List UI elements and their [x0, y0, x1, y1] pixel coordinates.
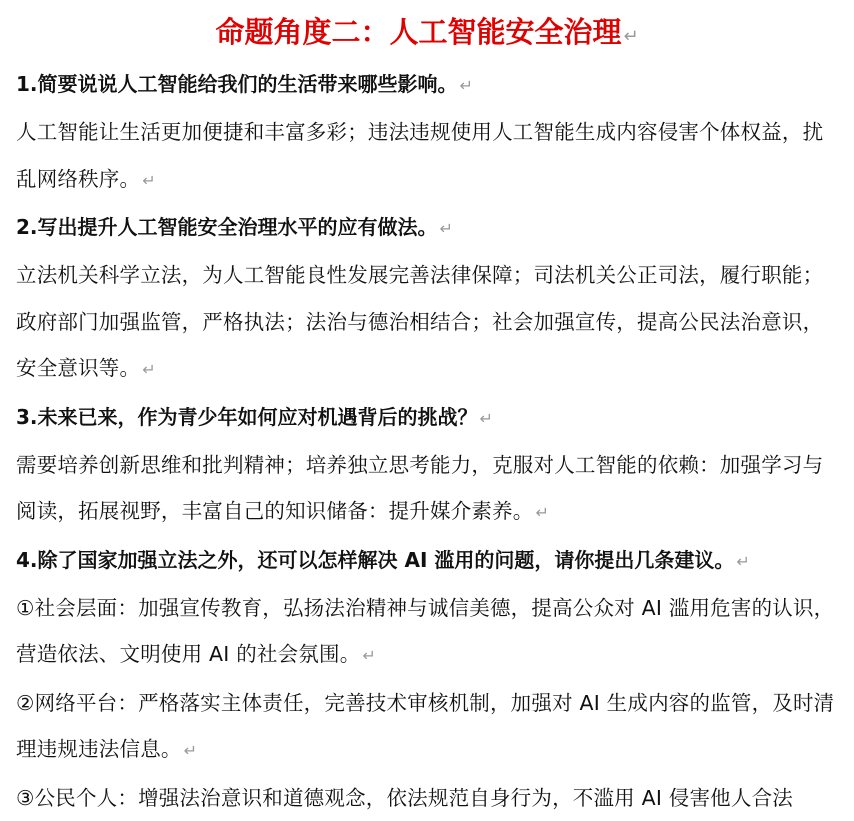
paragraph-mark-icon: ↵: [460, 76, 473, 95]
paragraph-mark-icon: ↵: [536, 503, 550, 522]
paragraph-mark-icon: ↵: [440, 219, 453, 238]
answer-4-item-2: ②网络平台：严格落实主体责任，完善技术审核机制，加强对 AI 生成内容的监管，及时清理违规违法信息。 ↵: [16, 680, 838, 775]
answer-3: 需要培养创新思维和批判精神；培养独立思考能力，克服对人工智能的依赖：加强学习与阅读，拓展视野，丰富自己的知识储备：提升媒介素养。 ↵: [16, 442, 838, 537]
answer-2: 立法机关科学立法，为人工智能良性发展完善法律保障；司法机关公正司法，履行职能；政府部门加强监管，严格执法；法治与德治相结合；社会加强宣传，提高公民法治意识，安全意识等。 ↵: [16, 252, 838, 394]
paragraph-mark-icon: ↵: [623, 26, 638, 47]
document-title: 命题角度二：人工智能安全治理 ↵: [16, 10, 838, 59]
answer-4-item-1: ①社会层面：加强宣传教育，弘扬法治精神与诚信美德，提高公众对 AI 滥用危害的认识，营造依法、文明使用 AI 的社会氛围。 ↵: [16, 585, 838, 680]
paragraph-mark-icon: ↵: [184, 741, 198, 760]
paragraph-mark-icon: ↵: [480, 409, 493, 428]
question-4: 4.除了国家加强立法之外，还可以怎样解决 AI 滥用的问题，请你提出几条建议。 ↵: [16, 537, 838, 585]
question-1: 1.简要说说人工智能给我们的生活带来哪些影响。 ↵: [16, 61, 838, 109]
question-3: 3.未来已来，作为青少年如何应对机遇背后的挑战？ ↵: [16, 394, 838, 442]
paragraph-mark-icon: ↵: [142, 171, 156, 190]
answer-4-item-3: ③公民个人：增强法治意识和道德观念，依法规范自身行为，不滥用 AI 侵害他人合法: [16, 775, 838, 821]
paragraph-mark-icon: ↵: [142, 360, 156, 379]
question-2: 2.写出提升人工智能安全治理水平的应有做法。 ↵: [16, 204, 838, 252]
paragraph-mark-icon: ↵: [736, 552, 749, 571]
paragraph-mark-icon: ↵: [362, 646, 376, 665]
answer-1: 人工智能让生活更加便捷和丰富多彩；违法违规使用人工智能生成内容侵害个体权益，扰乱网络秩序。 ↵: [16, 109, 838, 204]
